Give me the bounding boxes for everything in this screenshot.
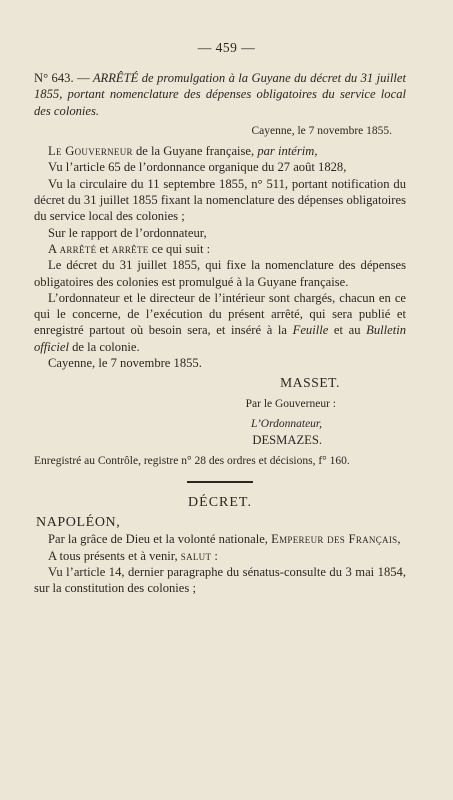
gouverneur-line	[34, 143, 406, 159]
arrete-word-2: arrête	[111, 241, 149, 256]
grace-text: Par la grâce de Dieu et la volonté nationale,	[48, 532, 272, 547]
arrete-et: et	[96, 241, 112, 256]
article-title: ARRÊTÉ de promulgation à la Guyane du décret du 31 juillet 1855, portant nomenclature des dépenses obligatoires du service local des colonies.	[34, 71, 406, 118]
article-number: N° 643. —	[34, 71, 90, 85]
gouverneur-prefix: Le Gouverneur	[48, 144, 133, 159]
gouverneur-suffix: par intérim,	[257, 144, 318, 159]
dateline: Cayenne, le 7 novembre 1855.	[251, 124, 392, 137]
article-heading	[34, 70, 406, 119]
grace-end: ,	[397, 532, 401, 547]
enregistrement-note: Enregistré au Contrôle, registre n° 28 des ordres et décisions, f° 160.	[34, 454, 350, 467]
section-divider	[187, 481, 253, 483]
ordonnateur-name: DESMAZES.	[252, 433, 322, 448]
par-le-gouverneur: Par le Gouverneur :	[245, 397, 336, 410]
gouverneur-middle: de la Guyane française,	[132, 144, 258, 159]
ordonnateur-charges	[34, 290, 406, 355]
signature-masset: MASSET.	[280, 375, 340, 391]
vu-senatus-consulte: Vu l’article 14, dernier paragraphe du sénatus-consulte du 3 mai 1854, sur la constitution des colonies ;	[34, 565, 406, 596]
arrete-word-1: arrêté	[59, 241, 97, 256]
ordonnateur-text: L’ordonnateur et le directeur de l’intérieur sont chargés, chacun en ce qui le concerne, de l’exécution du présent arrêté, qui sera publié et enregistré partout où besoin sera, et inséré à la	[34, 290, 406, 338]
vu-circulaire: Vu la circulaire du 11 septembre 1855, n° 511, portant notification du décret du 31 juillet 1855 fixant la nomenclature des dépenses obligatoires du service local des colonies ;	[34, 176, 406, 224]
page-number: — 459 —	[197, 40, 256, 55]
salut-text: A tous présents et à venir,	[48, 548, 181, 563]
sur-rapport: Sur le rapport de l’ordonnateur,	[48, 225, 207, 240]
salut-end: :	[211, 548, 218, 563]
ordonnateur-label: L’Ordonnateur,	[250, 417, 322, 430]
et-au: et au	[328, 323, 367, 338]
vu-article-65: Vu l’article 65 de l’ordonnance organique du 27 août 1828,	[48, 160, 347, 175]
arrete-a: A	[48, 241, 60, 256]
napoleon-heading: NAPOLÉON,	[36, 515, 121, 531]
page-content	[34, 70, 406, 597]
ordonnateur-end: de la colonie.	[68, 339, 140, 354]
par-la-grace	[34, 531, 406, 547]
closing-date: Cayenne, le 7 novembre 1855.	[48, 356, 202, 371]
a-tous-presents	[34, 548, 406, 564]
emperor-title: Empereur des Français	[271, 532, 398, 547]
decret-title: DÉCRET.	[188, 494, 252, 510]
feuille-ref: Feuille	[292, 323, 329, 338]
arrete-line	[34, 241, 406, 257]
arrete-rest: ce qui suit :	[148, 241, 211, 256]
decret-promulgue: Le décret du 31 juillet 1855, qui fixe la nomenclature des dépenses obligatoires des colonies est promulgué à la Guyane française.	[34, 258, 406, 289]
bulletin-ref: Bulletin officiel	[34, 323, 406, 354]
salut-word: salut	[180, 548, 212, 563]
